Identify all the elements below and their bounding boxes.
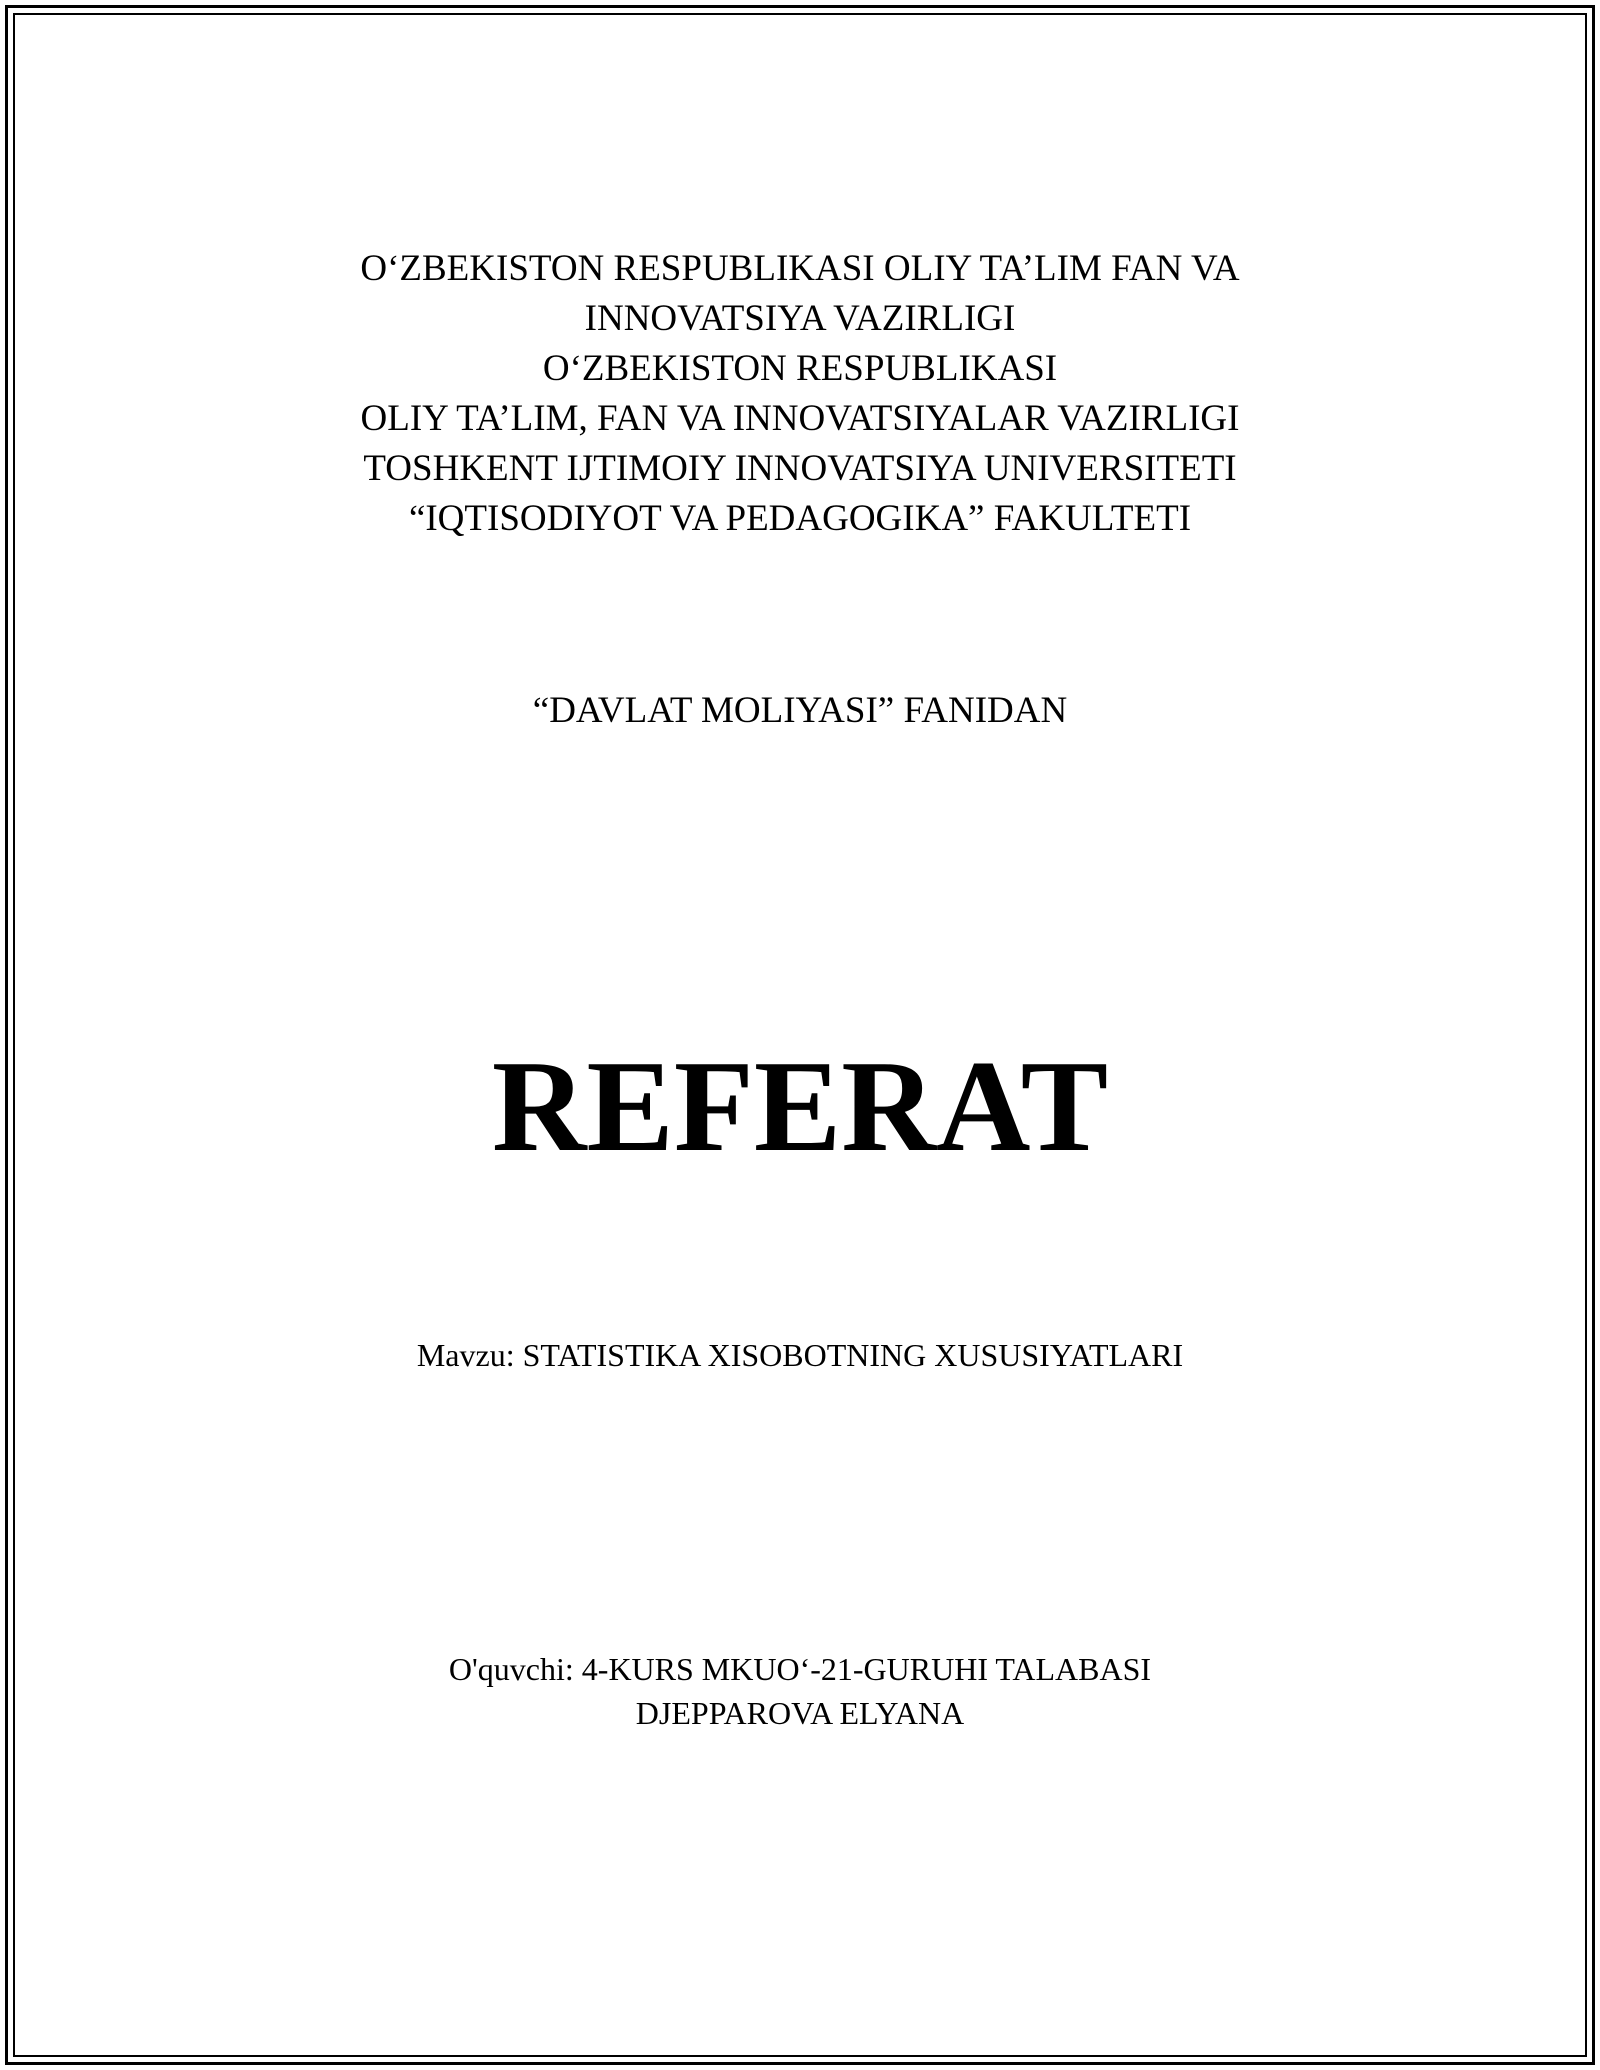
topic-line: Mavzu: STATISTIKA XISOBOTNING XUSUSIYATLARI xyxy=(416,1337,1184,1373)
ministry-header xyxy=(0,244,1600,544)
header-line: OLIY TA’LIM, FAN VA INNOVATSIYALAR VAZIRLIGI xyxy=(360,398,1240,439)
subject-title: “DAVLAT MOLIYASI” FANIDAN xyxy=(532,690,1068,731)
header-line: INNOVATSIYA VAZIRLIGI xyxy=(584,298,1016,339)
document-type-title: REFERAT xyxy=(491,1034,1109,1179)
header-line: O‘ZBEKISTON RESPUBLIKASI xyxy=(542,348,1058,389)
header-line: O‘ZBEKISTON RESPUBLIKASI OLIY TA’LIM FAN VA xyxy=(360,248,1240,289)
student-course-line: O'quvchi: 4-KURS MKUO‘-21-GURUHI TALABASI xyxy=(448,1651,1152,1687)
student-name: DJEPPAROVA ELYANA xyxy=(635,1695,965,1731)
header-line: TOSHKENT IJTIMOIY INNOVATSIYA UNIVERSITETI xyxy=(363,448,1237,489)
student-info xyxy=(0,1647,1600,1735)
header-line: “IQTISODIYOT VA PEDAGOGIKA” FAKULTETI xyxy=(408,498,1192,539)
